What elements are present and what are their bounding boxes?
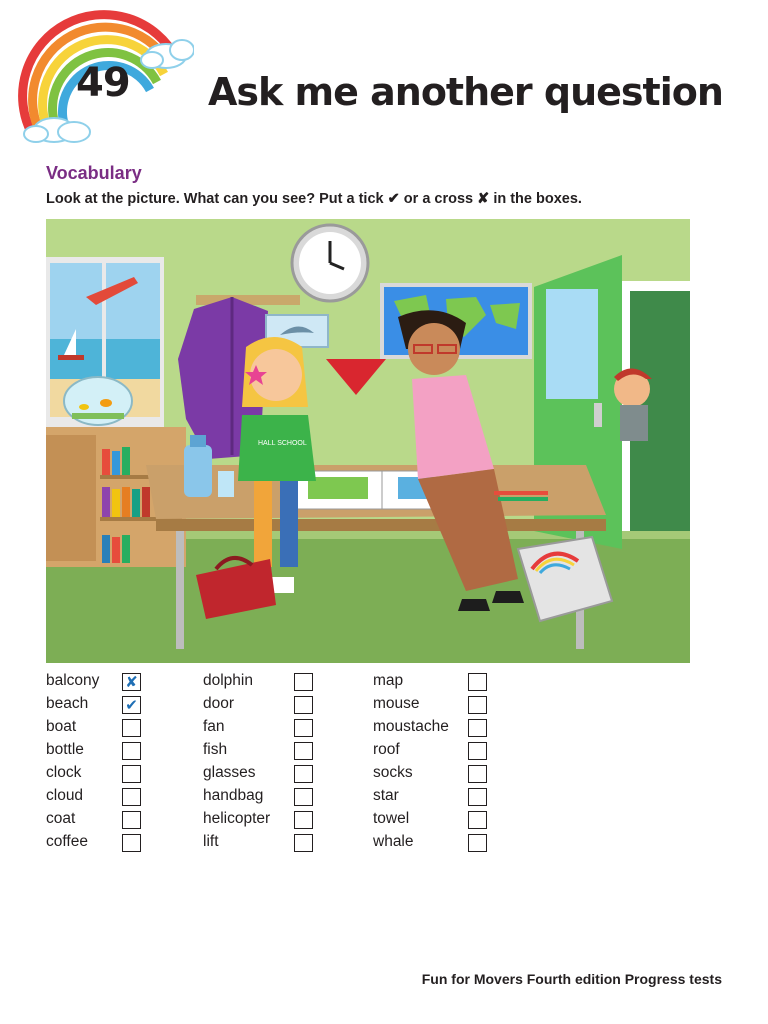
vocab-word: whale [373,833,414,850]
answer-checkbox[interactable] [468,742,487,760]
answer-checkbox[interactable] [122,719,141,737]
answer-checkbox[interactable] [294,788,313,806]
answer-checkbox[interactable] [122,765,141,783]
vocab-word: towel [373,810,410,827]
answer-checkbox[interactable] [294,765,313,783]
vocab-word: helicopter [203,810,271,827]
clock [292,225,368,301]
answer-checkbox[interactable] [294,811,313,829]
answer-checkbox[interactable] [294,742,313,760]
answer-checkbox[interactable] [294,673,313,691]
vocab-word: boat [46,718,77,735]
shirt-logo: HALL SCHOOL [258,440,307,447]
answer-checkbox[interactable] [468,673,487,691]
answer-checkbox[interactable] [468,696,487,714]
vocab-word: clock [46,764,82,781]
page-title: Ask me another question [208,70,723,114]
answer-checkbox[interactable] [468,811,487,829]
vocab-word: handbag [203,787,264,804]
vocab-word: balcony [46,672,100,689]
answer-checkbox[interactable] [122,742,141,760]
footer-text: Fun for Movers Fourth edition Progress tests [421,971,722,987]
vocab-word: star [373,787,399,804]
answer-checkbox[interactable] [122,811,141,829]
answer-checkbox[interactable] [294,834,313,852]
answer-checkbox[interactable]: ✘ [122,673,141,691]
answer-checkbox[interactable] [468,765,487,783]
vocab-word: map [373,672,404,689]
vocab-word: dolphin [203,672,253,689]
vocab-word: bottle [46,741,84,758]
answer-checkbox[interactable] [468,788,487,806]
vocab-word: moustache [373,718,449,735]
answer-checkbox[interactable] [122,788,141,806]
answer-checkbox[interactable] [468,719,487,737]
answer-checkbox[interactable] [294,719,313,737]
answer-checkbox[interactable]: ✔ [122,696,141,714]
unit-number: 49 [76,60,130,106]
vocab-word: socks [373,764,413,781]
vocab-word: coat [46,810,76,827]
vocab-word: lift [203,833,219,850]
vocab-word: mouse [373,695,420,712]
vocab-word: beach [46,695,89,712]
vocab-word: fan [203,718,225,735]
answer-checkbox[interactable] [122,834,141,852]
vocab-word: cloud [46,787,84,804]
instruction-text: Look at the picture. What can you see? Put a tick ✔ or a cross ✘ in the boxes. [46,191,582,207]
section-heading: Vocabulary [46,163,142,183]
vocab-word: glasses [203,764,256,781]
answer-checkbox[interactable] [468,834,487,852]
vocab-word: fish [203,741,228,758]
vocab-word: door [203,695,235,712]
answer-checkbox[interactable] [294,696,313,714]
fishbowl [64,377,132,425]
vocab-word: coffee [46,833,88,850]
classroom-illustration [46,219,690,663]
vocab-word: roof [373,741,400,758]
